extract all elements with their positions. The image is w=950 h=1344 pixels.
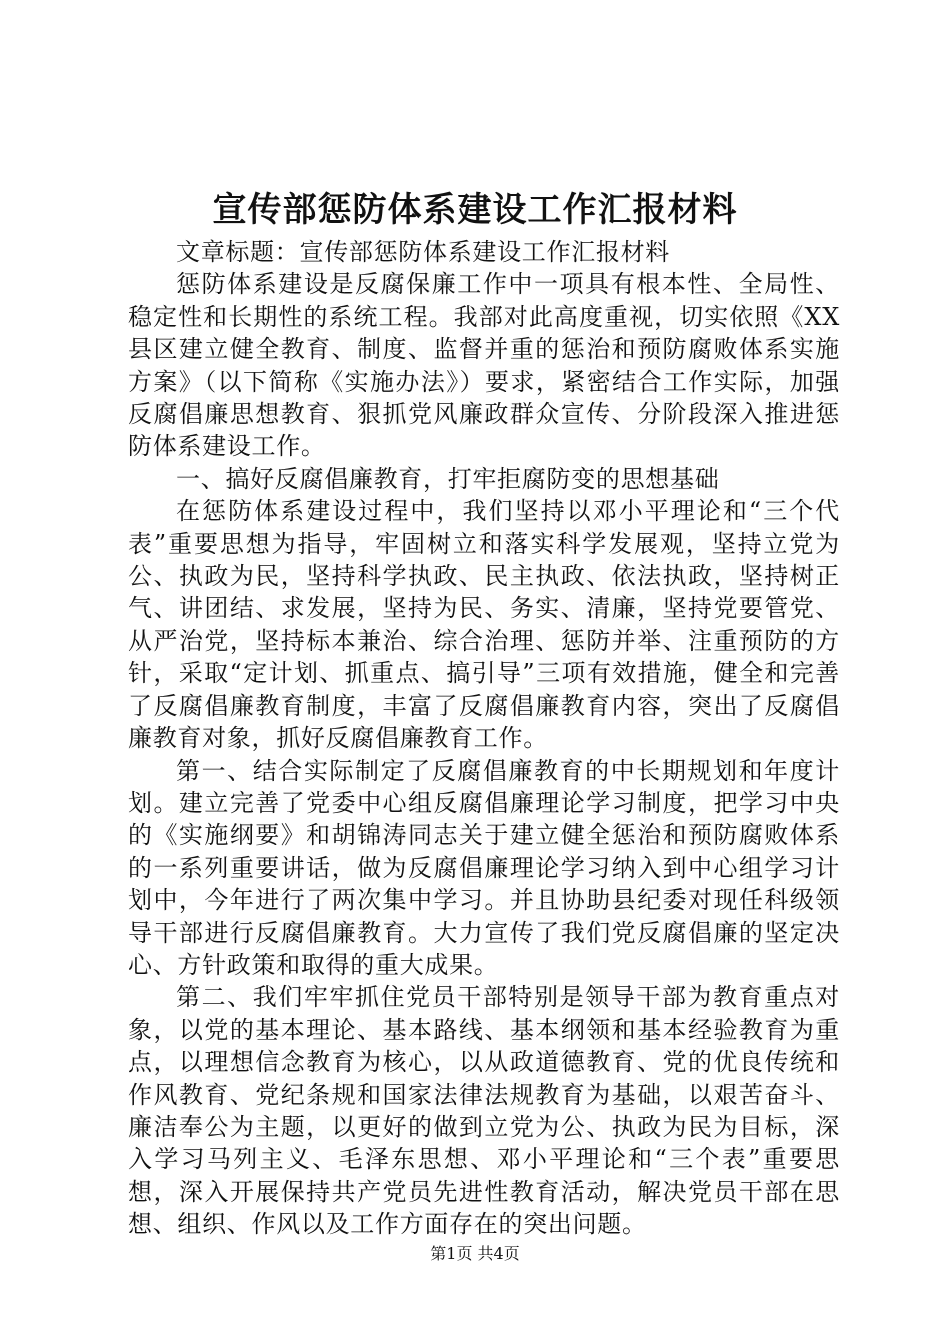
body-paragraph-3: 第二、我们牢牢抓住党员干部特别是领导干部为教育重点对象，以党的基本理论、基本路线、基本纲领和基本经验教育为重点，以理想信念教育为核心，以从政道德教育、党的优良传统和作风教育、党纪条规和国家法律法规教育为基础，以艰苦奋斗、廉洁奉公为主题，以更好的做到立党为公、执政为民为目标，深入学习马列主义、毛泽东思想、邓小平理论和“三个表”重要思想，深入开展保持共产党员先进性教育活动，解决党员干部在思想、组织、作风以及工作方面存在的突出问题。 <box>128 983 840 1239</box>
document-body <box>128 236 840 1241</box>
article-title-line: 文章标题：宣传部惩防体系建设工作汇报材料 <box>176 238 670 266</box>
section-heading-1: 一、搞好反腐倡廉教育，打牢拒腐防变的思想基础 <box>176 464 720 493</box>
body-paragraph-1: 在惩防体系建设过程中，我们坚持以邓小平理论和“三个代表”重要思想为指导，牢固树立和落实科学发展观，坚持立党为公、执政为民，坚持科学执政、民主执政、依法执政，坚持树正气、讲团结、求发展，坚持为民、务实、清廉，坚持党要管党、从严治党，坚持标本兼治、综合治理、惩防并举、注重预防的方针，采取“定计划、抓重点、搞引导”三项有效措施，健全和完善了反腐倡廉教育制度，丰富了反腐倡廉教育内容，突出了反腐倡廉教育对象，抓好反腐倡廉教育工作。 <box>128 497 840 753</box>
intro-paragraph: 惩防体系建设是反腐保廉工作中一项具有根本性、全局性、稳定性和长期性的系统工程。我部对此高度重视，切实依照《XX县区建立健全教育、制度、监督并重的惩治和预防腐败体系实施方案》（以下简称《实施办法》）要求，紧密结合工作实际，加强反腐倡廉思想教育、狠抓党风廉政群众宣传、分阶段深入推进惩防体系建设工作。 <box>128 270 840 461</box>
body-paragraph-2: 第一、结合实际制定了反腐倡廉教育的中长期规划和年度计划。建立完善了党委中心组反腐倡廉理论学习制度，把学习中央的《实施纲要》和胡锦涛同志关于建立健全惩治和预防腐败体系的一系列重要讲话，做为反腐倡廉理论学习纳入到中心组学习计划中，今年进行了两次集中学习。并且协助县纪委对现任科级领导干部进行反腐倡廉教育。大力宣传了我们党反腐倡廉的坚定决心、方针政策和取得的重大成果。 <box>128 756 840 979</box>
document-title: 宣传部惩防体系建设工作汇报材料 <box>212 190 738 230</box>
page-number-footer: 第1页 共4页 <box>430 1244 520 1263</box>
